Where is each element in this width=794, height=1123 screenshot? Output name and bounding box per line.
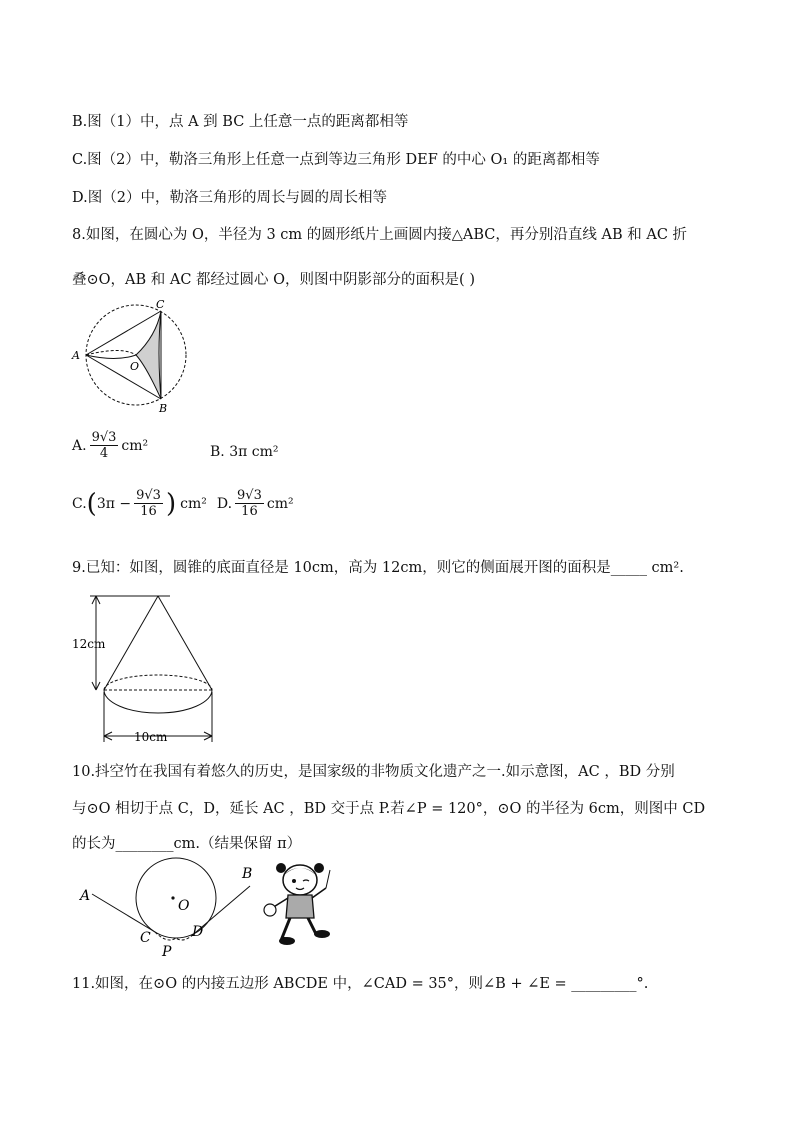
question-8-line1: 8.如图，在圆心为 O，半径为 3 cm 的圆形纸片上画圆内接△ABC，再分别沿直线 AB 和 AC 折 xyxy=(72,227,688,243)
question-10-line3: 的长为________cm.（结果保留 π） xyxy=(72,836,302,852)
option-c-q8 xyxy=(72,488,294,519)
tangent-ac xyxy=(92,894,155,932)
right-paren: ) xyxy=(165,488,177,519)
diameter-label: 10cm xyxy=(134,730,168,744)
height-label: 12cm xyxy=(72,637,106,651)
option-a-label: A. xyxy=(72,437,87,454)
option-c-fraction xyxy=(134,488,163,519)
option-a-q8 xyxy=(72,430,148,461)
label-p-q10: P xyxy=(162,944,172,960)
cartoon-child-illustration xyxy=(260,858,340,948)
question-8-line2: 叠⊙O，AB 和 AC 都经过圆心 O，则图中阴影部分的面积是( ) xyxy=(72,272,475,288)
option-d-unit: cm² xyxy=(266,495,294,512)
option-c-prefix: 3π − xyxy=(96,495,132,512)
option-a-unit: cm² xyxy=(121,437,149,454)
option-a-numerator: 9√3 xyxy=(91,430,117,445)
cone-right-edge xyxy=(158,596,212,690)
figure-q10 xyxy=(72,856,262,960)
arc-folded-ab xyxy=(86,355,136,359)
option-b-q7: B.图（1）中，点 A 到 BC 上任意一点的距离都相等 xyxy=(72,114,409,130)
option-c-numerator: 9√3 xyxy=(136,488,161,503)
figure-q9-cone xyxy=(72,586,222,746)
figure-q8 xyxy=(72,296,202,414)
option-c-label: C. xyxy=(72,495,87,512)
left-paren: ( xyxy=(86,488,97,519)
option-c-unit: cm² xyxy=(180,495,207,512)
label-d-q10: D xyxy=(192,924,204,940)
option-c-denominator: 16 xyxy=(140,504,157,519)
cone-left-edge xyxy=(104,596,158,690)
question-10-line1: 10.抖空竹在我国有着悠久的历史，是国家级的非物质文化遗产之一.如示意图，AC ，BD 分别 xyxy=(72,764,675,780)
tangent-bd xyxy=(196,886,250,932)
base-back-arc xyxy=(104,675,212,690)
label-c-q10: C xyxy=(140,930,151,946)
center-dot xyxy=(171,896,174,899)
label-o: O xyxy=(130,360,140,373)
circle-o-q10 xyxy=(136,858,216,938)
option-b-text: B. 3π cm² xyxy=(210,444,279,460)
option-d-label: D. xyxy=(216,495,233,512)
label-b: B xyxy=(159,402,168,415)
question-11: 11.如图，在⊙O 的内接五边形 ABCDE 中，∠CAD = 35°，则∠B + ∠E = _________°. xyxy=(72,976,649,992)
option-a-fraction xyxy=(90,430,119,461)
question-10-line2: 与⊙O 相切于点 C，D，延长 AC ，BD 交于点 P.若∠P = 120°，⊙O 的半径为 6cm，则图中 CD xyxy=(72,801,706,817)
question-9: 9.已知：如图，圆锥的底面直径是 10cm，高为 12cm，则它的侧面展开图的面积是_____ cm². xyxy=(72,560,684,576)
label-o-q10: O xyxy=(178,898,190,914)
option-d-fraction xyxy=(235,488,264,519)
label-b-q10: B xyxy=(242,866,253,882)
label-a: A xyxy=(72,349,80,362)
shaded-region xyxy=(136,311,161,399)
option-d-denominator: 16 xyxy=(241,504,258,519)
base-front-arc xyxy=(104,690,212,713)
label-a-q10: A xyxy=(80,888,91,904)
option-d-numerator: 9√3 xyxy=(237,488,262,503)
option-d-q7: D.图（2）中，勒洛三角形的周长与圆的周长相等 xyxy=(72,190,387,206)
label-c: C xyxy=(156,298,165,311)
option-c-q7: C.图（2）中，勒洛三角形上任意一点到等边三角形 DEF 的中心 O₁ 的距离都相等 xyxy=(72,152,600,168)
option-a-denominator: 4 xyxy=(99,446,109,461)
option-b-q8 xyxy=(210,444,278,460)
